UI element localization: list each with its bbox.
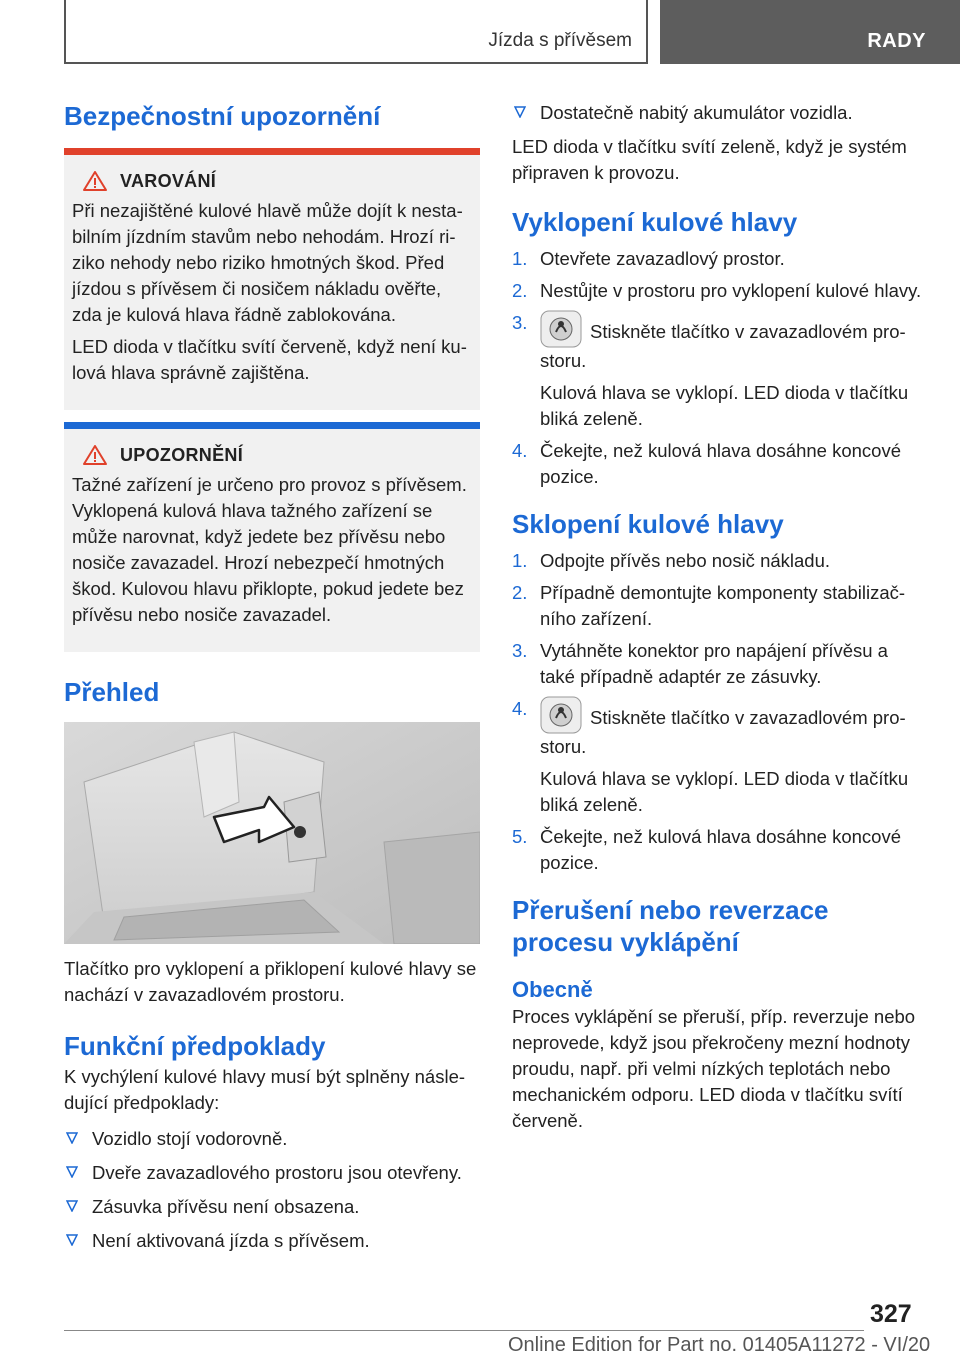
warning-triangle-icon (82, 444, 108, 466)
header-chapter-tab (660, 0, 960, 64)
retract-steps (512, 548, 924, 876)
warning-text-1: Při nezajištěné kulové hlavě může dojít k nestabilním jízdním stavům nebo nehodám. Hrozí riziko nehody nebo riziko hmotných škod. Před jízdou s přívěsem či nosičem nákladu ověřte, zda je kulová hlava řádně zablokována. (72, 200, 463, 325)
triangle-bullet-icon (66, 1234, 78, 1246)
list-item: Vozidlo stojí vodorovně. (64, 1126, 480, 1152)
list-item: 3. Vytáhněte konektor pro napájení přívěsu a také případně adaptér ze zásuvky. (512, 640, 888, 687)
prerequisites-heading: Funkční předpoklady (64, 1031, 326, 1061)
header-chapter-title: RADY (867, 30, 926, 52)
prerequisites-list-continued (512, 100, 924, 126)
prerequisites-list (64, 1126, 480, 1254)
general-subheading: Obecně (512, 977, 593, 1002)
list-item: Dostatečně nabitý akumulátor vozidla. (512, 100, 924, 126)
warning-box (64, 148, 480, 410)
page-number: 327 (870, 1300, 912, 1328)
triangle-bullet-icon (514, 106, 526, 118)
trailer-hitch-button-icon (540, 696, 582, 734)
notice-label: UPOZORNĚNÍ (120, 444, 244, 465)
list-item: Není aktivovaná jízda s přívěsem. (64, 1228, 480, 1254)
notice-box (64, 422, 480, 652)
list-item: 2. Případně demontujte komponenty stabilizačního zařízení. (512, 582, 906, 629)
interrupt-heading: Přerušení nebo reverzace procesu vyklápění (512, 895, 829, 957)
list-item: Dveře zavazadlového prostoru jsou otevřeny. (64, 1160, 480, 1186)
triangle-bullet-icon (66, 1132, 78, 1144)
overview-heading: Přehled (64, 677, 160, 707)
header-section-tab (64, 0, 648, 64)
extend-heading: Vyklopení kulové hlavy (512, 207, 798, 237)
notice-text: Tažné zařízení je určeno pro provoz s přívěsem. Vyklopená kulová hlava tažného zařízení se může narovnat, když jedete bez přívěsu nebo nosiče zavazadel. Hrozí nebezpečí hmotných škod. Kulovou hlavu přiklopte, pokud jedete bez přívěsu nebo nosiče zavazadel. (72, 474, 467, 625)
footer-divider (64, 1330, 864, 1331)
list-item: 1. Otevřete zavazadlový prostor. (512, 248, 785, 269)
list-item: 4. Stiskněte tlačítko v zavazadlovém prostoru. Kulová hlava se vyklopí. LED dioda v tlačítku bliká zeleně. (512, 698, 909, 815)
retract-heading: Sklopení kulové hlavy (512, 509, 784, 539)
left-column (64, 100, 480, 1262)
notice-bar (64, 422, 480, 429)
warning-triangle-icon (82, 170, 108, 192)
general-text: Proces vyklápění se přeruší, příp. reverzuje nebo neprovede, když jsou překročeny mezní hodnoty proudu, např. při velmi nízkých teplotách nebo mechanickém odporu. LED dioda v tlačítku svítí červeně. (512, 1006, 916, 1131)
warning-bar (64, 148, 480, 155)
trunk-button-illustration (64, 722, 480, 944)
list-item: 4. Čekejte, než kulová hlava dosáhne koncové pozice. (512, 440, 901, 487)
list-item: 5. Čekejte, než kulová hlava dosáhne koncové pozice. (512, 826, 901, 873)
extend-steps (512, 246, 924, 490)
trunk-photo (64, 722, 480, 944)
photo-caption: Tlačítko pro vyklopení a přiklopení kulové hlavy se nachází v zavazadlovém prostoru. (64, 958, 477, 1005)
triangle-bullet-icon (66, 1200, 78, 1212)
list-item: 3. Stiskněte tlačítko v zavazadlovém prostoru. Kulová hlava se vyklopí. LED dioda v tlačítku bliká zeleně. (512, 312, 909, 429)
edition-info: Online Edition for Part no. 01405A11272 - VI/20 (508, 1334, 931, 1356)
safety-heading: Bezpečnostní upozornění (64, 101, 381, 131)
prerequisites-intro: K vychýlení kulové hlavy musí být splněny následující předpoklady: (64, 1066, 466, 1113)
warning-label: VAROVÁNÍ (120, 170, 217, 191)
list-item: 2. Nestůjte v prostoru pro vyklopení kulové hlavy. (512, 280, 922, 301)
list-item: 1. Odpojte přívěs nebo nosič nákladu. (512, 550, 831, 571)
list-item: Zásuvka přívěsu není obsazena. (64, 1194, 480, 1220)
trailer-hitch-button-icon (540, 310, 582, 348)
header-section-title: Jízda s přívěsem (488, 30, 632, 51)
warning-text-2: LED dioda v tlačítku svítí červeně, když není kulová hlava správně zajištěna. (72, 336, 467, 383)
triangle-bullet-icon (66, 1166, 78, 1178)
right-column (512, 100, 924, 1134)
led-ready-text: LED dioda v tlačítku svítí zeleně, když je systém připraven k provozu. (512, 136, 907, 183)
